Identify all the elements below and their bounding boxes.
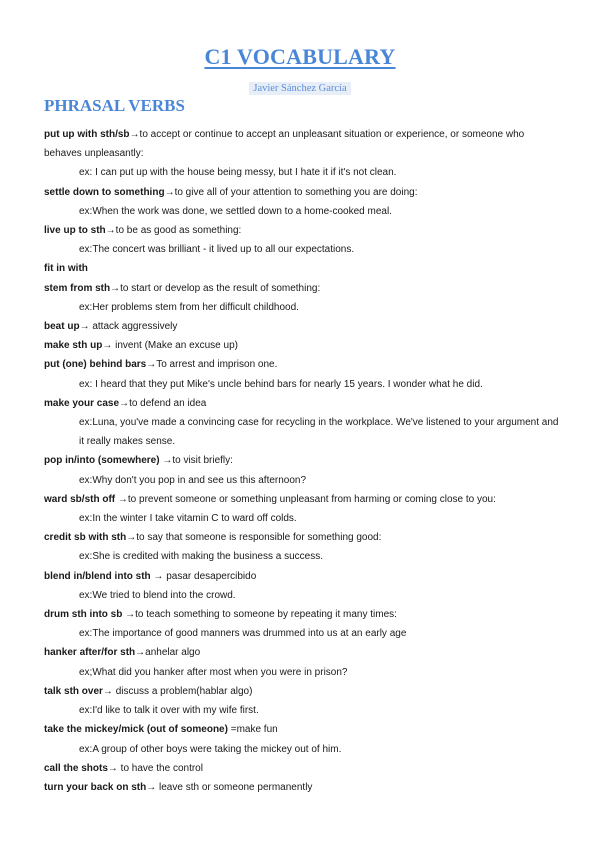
vocab-entry: [44, 778, 560, 797]
vocab-term: hanker after/for sth: [44, 647, 136, 659]
vocab-example: ex:A group of other boys were taking the mickey out of him.: [79, 743, 342, 755]
vocab-example: ex:Luna, you've made a convincing case for recycling in the workplace. We've listened to your argument and it really makes sense.: [79, 417, 559, 448]
vocab-definition: → leave sth or someone permanently: [146, 781, 313, 793]
vocab-definition: → invent (Make an excuse up): [102, 340, 238, 352]
vocab-entry: [44, 490, 560, 509]
vocab-example: ex:When the work was done, we settled down to a home-cooked meal.: [79, 205, 392, 217]
vocab-entry: [44, 759, 560, 778]
vocab-definition: →to teach something to someone by repeating it many times:: [122, 609, 397, 621]
vocab-term: drum sth into sb: [44, 609, 123, 621]
vocab-entry: [44, 720, 560, 739]
vocab-entry: [44, 643, 560, 662]
vocab-entry: [44, 355, 560, 374]
vocab-term: turn your back on sth: [44, 781, 147, 793]
author-name: Javier Sánchez García: [249, 82, 350, 95]
vocab-term: ward sb/sth off: [44, 493, 116, 505]
vocab-term: beat up: [44, 321, 80, 333]
vocab-term: fit in with: [44, 263, 88, 275]
vocab-term: make sth up: [44, 340, 103, 352]
author-line: [0, 78, 600, 96]
document-title: C1 VOCABULARY: [204, 44, 396, 69]
vocab-definition: →anhelar algo: [135, 647, 201, 659]
vocab-entry: [44, 528, 560, 547]
vocab-entry: [44, 605, 560, 624]
vocab-example: ex:Why don't you pop in and see us this afternoon?: [79, 474, 307, 486]
vocab-definition: → pasar desapercibido: [150, 570, 257, 582]
vocab-example: ex:In the winter I take vitamin C to ward off colds.: [79, 513, 297, 525]
vocab-example: ex:Her problems stem from her difficult childhood.: [79, 301, 299, 313]
vocab-definition: →to accept or continue to accept an unpleasant situation or experience, or someone who behaves unpleasantly:: [44, 129, 525, 160]
vocab-definition: →to give all of your attention to something you are doing:: [164, 186, 418, 198]
vocab-example: ex:The concert was brilliant - it lived up to all our expectations.: [79, 244, 355, 256]
vocab-definition: =make fun: [227, 724, 278, 736]
vocab-entry: [44, 317, 560, 336]
vocab-term: make your case: [44, 397, 120, 409]
vocab-term: call the shots: [44, 762, 108, 774]
vocab-term: live up to sth: [44, 225, 106, 237]
vocab-term: credit sb with sth: [44, 532, 127, 544]
vocab-entry: [44, 183, 560, 202]
vocab-definition: →to visit briefly:: [159, 455, 233, 467]
vocab-term: blend in/blend into sth: [44, 570, 151, 582]
vocab-example: ex: I can put up with the house being messy, but I hate it if it's not clean.: [79, 167, 397, 179]
vocab-term: settle down to something: [44, 186, 165, 198]
vocab-term: pop in/into (somewhere): [44, 455, 160, 467]
vocab-definition: →To arrest and imprison one.: [146, 359, 278, 371]
vocab-term: talk sth over: [44, 685, 103, 697]
vocab-entry: [44, 567, 560, 586]
section-heading: PHRASAL VERBS: [44, 96, 185, 115]
vocab-term: stem from sth: [44, 282, 111, 294]
vocab-example: ex:The importance of good manners was drummed into us at an early age: [79, 628, 407, 640]
vocab-example: ex;What did you hanker after most when you were in prison?: [79, 666, 348, 678]
vocab-example: ex: I heard that they put Mike's uncle behind bars for nearly 15 years. I wonder what he did.: [79, 378, 483, 390]
vocab-definition: → attack aggressively: [79, 321, 178, 333]
vocab-definition: → to have the control: [107, 762, 203, 774]
vocab-term: put (one) behind bars: [44, 359, 147, 371]
vocab-entry: [44, 259, 560, 278]
vocab-definition: →to defend an idea: [119, 397, 207, 409]
vocab-entry: [44, 451, 560, 470]
vocab-entry: [44, 221, 560, 240]
vocab-entry: [44, 394, 560, 413]
vocab-definition: → discuss a problem(hablar algo): [102, 685, 253, 697]
vocab-entry: [44, 279, 560, 298]
vocab-entry: [44, 682, 560, 701]
vocab-example: ex:She is credited with making the business a success.: [79, 551, 324, 563]
vocab-definition: →to be as good as something:: [105, 225, 242, 237]
vocab-definition: →to prevent someone or something unpleasant from harming or coming close to you:: [115, 493, 496, 505]
vocab-term: put up with sth/sb: [44, 129, 130, 140]
vocab-entry: [44, 125, 560, 163]
vocab-entry: [44, 336, 560, 355]
vocab-example: ex:We tried to blend into the crowd.: [79, 589, 236, 601]
vocab-example: ex:I'd like to talk it over with my wife first.: [79, 705, 259, 717]
vocab-definition: →to say that someone is responsible for something good:: [126, 532, 382, 544]
vocab-term: take the mickey/mick (out of someone): [44, 724, 228, 736]
vocab-definition: →to start or develop as the result of something:: [110, 282, 321, 294]
vocabulary-list: [44, 125, 560, 797]
